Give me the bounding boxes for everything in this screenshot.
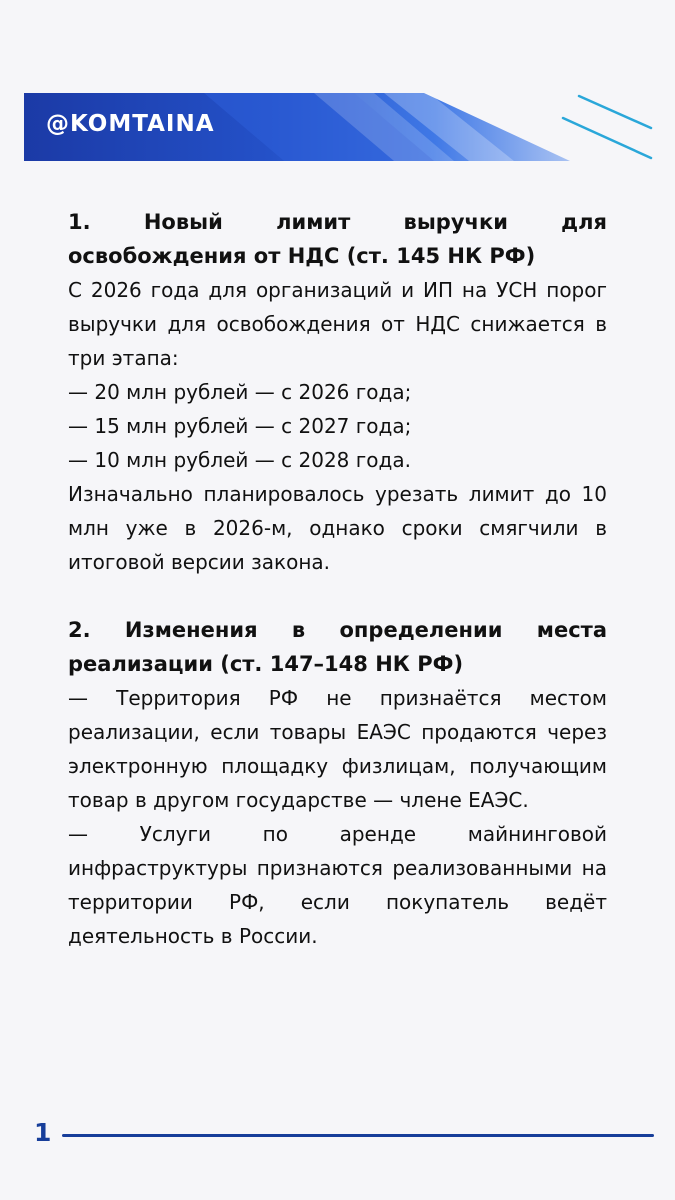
page-number: 1	[34, 1118, 52, 1147]
list-item: — 15 млн рублей — с 2027 года;	[68, 414, 412, 438]
paragraph: С 2026 года для организаций и ИП на УСН порог выручки для освобождения от НДС снижается в три этапа:	[68, 278, 607, 370]
brand-handle: @KOMTAINA	[46, 111, 215, 137]
paragraph: Изначально планировалось урезать лимит до 10 млн уже в 2026-м, однако сроки смягчили в итоговой версии закона.	[68, 482, 607, 574]
section-vat-limit	[68, 205, 607, 579]
paragraph: — Территория РФ не признаётся местом реализации, если товары ЕАЭС продаются через электронную площадку физлицам, получающим товар в другом государстве — члене ЕАЭС.	[68, 686, 607, 812]
paragraph: — Услуги по аренде майнинговой инфраструктуры признаются реализованными на территории РФ, если покупатель ведёт деятельность в России.	[68, 822, 607, 948]
decorative-lines	[555, 90, 655, 160]
article-body	[68, 205, 607, 987]
page-footer	[34, 1118, 654, 1152]
section-heading: 2. Изменения в определении места реализации (ст. 147–148 НК РФ)	[68, 618, 607, 676]
section-place-of-sale	[68, 613, 607, 953]
section-heading: 1. Новый лимит выручки для освобождения от НДС (ст. 145 НК РФ)	[68, 210, 607, 268]
footer-divider	[62, 1134, 654, 1137]
list-item: — 20 млн рублей — с 2026 года;	[68, 380, 412, 404]
list-item: — 10 млн рублей — с 2028 года.	[68, 448, 411, 472]
header-banner	[24, 93, 570, 161]
